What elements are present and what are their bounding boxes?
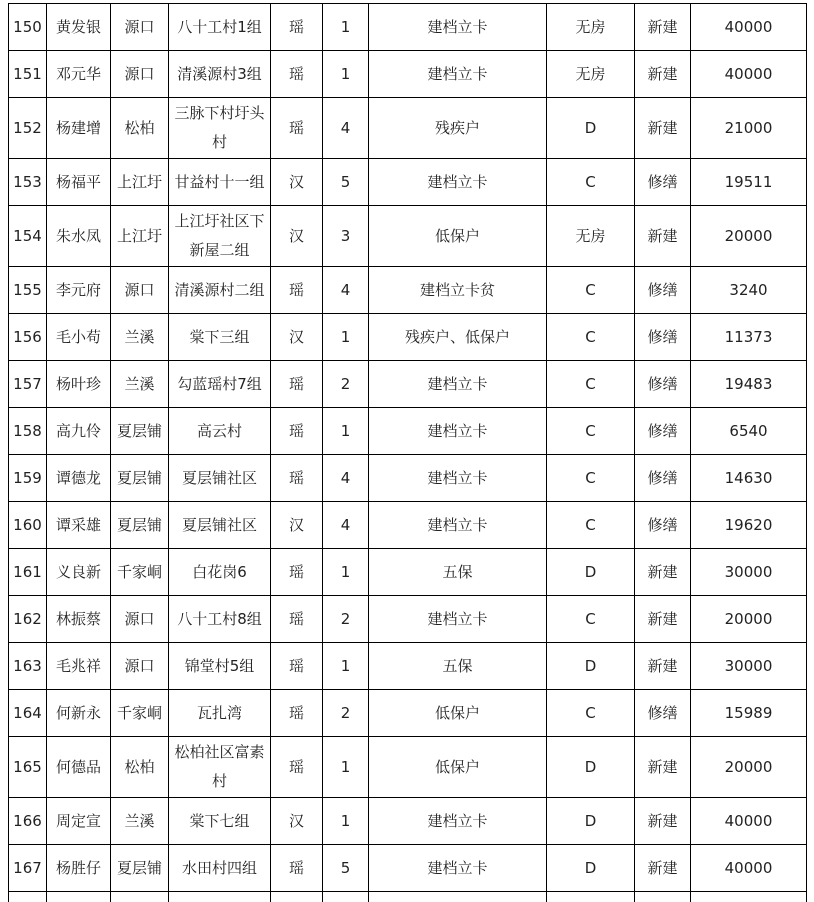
cell-village: 八十工村8组 bbox=[169, 596, 271, 643]
cell-name: 朱水凤 bbox=[47, 206, 111, 267]
cell-category: 残疾户 bbox=[369, 98, 547, 159]
cell-members: 1 bbox=[323, 314, 369, 361]
table-row bbox=[9, 361, 807, 408]
cell-ethnicity: 瑶 bbox=[271, 643, 323, 690]
cell-level: 无房 bbox=[547, 51, 635, 98]
cell-members: 5 bbox=[323, 159, 369, 206]
cell-category: 建档立卡贫 bbox=[369, 267, 547, 314]
cell-village: 棠下三组 bbox=[169, 314, 271, 361]
cell-ethnicity: 汉 bbox=[271, 206, 323, 267]
cell-village: 瓦扎湾 bbox=[169, 690, 271, 737]
cell-no: 151 bbox=[9, 51, 47, 98]
cell-amount: 20000 bbox=[691, 596, 807, 643]
cell-amount: 30000 bbox=[691, 643, 807, 690]
cell-no: 150 bbox=[9, 4, 47, 51]
cell-name: 周定宣 bbox=[47, 798, 111, 845]
empty-cell bbox=[47, 892, 111, 902]
cell-name: 杨建增 bbox=[47, 98, 111, 159]
cell-no: 161 bbox=[9, 549, 47, 596]
cell-name: 黄发银 bbox=[47, 4, 111, 51]
cell-no: 153 bbox=[9, 159, 47, 206]
cell-name: 义良新 bbox=[47, 549, 111, 596]
table-row bbox=[9, 98, 807, 159]
cell-ethnicity: 瑶 bbox=[271, 455, 323, 502]
empty-cell bbox=[547, 892, 635, 902]
cell-name: 邓元华 bbox=[47, 51, 111, 98]
cell-level: C bbox=[547, 314, 635, 361]
table-row bbox=[9, 408, 807, 455]
cell-category: 五保 bbox=[369, 643, 547, 690]
cell-type: 修缮 bbox=[635, 690, 691, 737]
cell-village: 八十工村1组 bbox=[169, 4, 271, 51]
empty-cell bbox=[691, 892, 807, 902]
cell-no: 163 bbox=[9, 643, 47, 690]
cell-members: 4 bbox=[323, 267, 369, 314]
cell-level: D bbox=[547, 737, 635, 798]
cell-amount: 40000 bbox=[691, 51, 807, 98]
cell-village: 夏层铺社区 bbox=[169, 502, 271, 549]
cell-type: 修缮 bbox=[635, 314, 691, 361]
cell-type: 新建 bbox=[635, 643, 691, 690]
cell-category: 低保户 bbox=[369, 737, 547, 798]
cell-no: 160 bbox=[9, 502, 47, 549]
empty-cell bbox=[323, 892, 369, 902]
cell-ethnicity: 汉 bbox=[271, 159, 323, 206]
cell-no: 164 bbox=[9, 690, 47, 737]
table-row bbox=[9, 159, 807, 206]
cell-members: 1 bbox=[323, 549, 369, 596]
cell-members: 4 bbox=[323, 502, 369, 549]
cell-no: 154 bbox=[9, 206, 47, 267]
cell-members: 1 bbox=[323, 51, 369, 98]
cell-no: 156 bbox=[9, 314, 47, 361]
cell-ethnicity: 汉 bbox=[271, 502, 323, 549]
cell-village: 夏层铺社区 bbox=[169, 455, 271, 502]
table-row bbox=[9, 643, 807, 690]
cell-level: C bbox=[547, 690, 635, 737]
cell-name: 杨胜仔 bbox=[47, 845, 111, 892]
cell-level: C bbox=[547, 502, 635, 549]
cell-town: 夏层铺 bbox=[111, 502, 169, 549]
cell-members: 1 bbox=[323, 643, 369, 690]
cell-members: 3 bbox=[323, 206, 369, 267]
cell-amount: 15989 bbox=[691, 690, 807, 737]
cell-category: 建档立卡 bbox=[369, 159, 547, 206]
cell-town: 源口 bbox=[111, 4, 169, 51]
cell-category: 建档立卡 bbox=[369, 502, 547, 549]
cell-ethnicity: 瑶 bbox=[271, 361, 323, 408]
cell-category: 建档立卡 bbox=[369, 845, 547, 892]
cell-name: 谭德龙 bbox=[47, 455, 111, 502]
cell-town: 源口 bbox=[111, 643, 169, 690]
cell-ethnicity: 瑶 bbox=[271, 51, 323, 98]
cell-no: 152 bbox=[9, 98, 47, 159]
cell-level: C bbox=[547, 596, 635, 643]
cell-level: 无房 bbox=[547, 4, 635, 51]
cell-name: 何德品 bbox=[47, 737, 111, 798]
cell-village: 锦堂村5组 bbox=[169, 643, 271, 690]
empty-cell bbox=[9, 892, 47, 902]
cell-amount: 20000 bbox=[691, 737, 807, 798]
cell-town: 源口 bbox=[111, 267, 169, 314]
cell-amount: 40000 bbox=[691, 4, 807, 51]
cell-no: 166 bbox=[9, 798, 47, 845]
cell-members: 4 bbox=[323, 455, 369, 502]
cell-no: 158 bbox=[9, 408, 47, 455]
empty-cell bbox=[169, 892, 271, 902]
cell-town: 兰溪 bbox=[111, 314, 169, 361]
table-row bbox=[9, 4, 807, 51]
table-row bbox=[9, 502, 807, 549]
cell-members: 1 bbox=[323, 4, 369, 51]
table-body bbox=[9, 4, 807, 902]
cell-members: 2 bbox=[323, 596, 369, 643]
cell-level: D bbox=[547, 98, 635, 159]
table-row bbox=[9, 51, 807, 98]
cell-no: 159 bbox=[9, 455, 47, 502]
cell-name: 杨叶珍 bbox=[47, 361, 111, 408]
cell-members: 4 bbox=[323, 98, 369, 159]
cell-level: C bbox=[547, 267, 635, 314]
empty-cell bbox=[635, 892, 691, 902]
cell-town: 夏层铺 bbox=[111, 455, 169, 502]
cell-village: 甘益村十一组 bbox=[169, 159, 271, 206]
cell-category: 低保户 bbox=[369, 690, 547, 737]
table-row bbox=[9, 267, 807, 314]
cell-category: 建档立卡 bbox=[369, 361, 547, 408]
household-table bbox=[8, 3, 807, 902]
cell-type: 新建 bbox=[635, 51, 691, 98]
cell-type: 新建 bbox=[635, 206, 691, 267]
cell-ethnicity: 瑶 bbox=[271, 408, 323, 455]
table-row bbox=[9, 737, 807, 798]
cell-category: 建档立卡 bbox=[369, 408, 547, 455]
cell-category: 建档立卡 bbox=[369, 798, 547, 845]
table-row bbox=[9, 206, 807, 267]
cell-ethnicity: 瑶 bbox=[271, 690, 323, 737]
cell-type: 新建 bbox=[635, 798, 691, 845]
cell-type: 新建 bbox=[635, 98, 691, 159]
cell-name: 谭采雄 bbox=[47, 502, 111, 549]
cell-name: 李元府 bbox=[47, 267, 111, 314]
cell-type: 修缮 bbox=[635, 408, 691, 455]
cell-amount: 30000 bbox=[691, 549, 807, 596]
cell-ethnicity: 汉 bbox=[271, 314, 323, 361]
cell-town: 夏层铺 bbox=[111, 845, 169, 892]
cell-name: 毛兆祥 bbox=[47, 643, 111, 690]
cell-name: 何新永 bbox=[47, 690, 111, 737]
cell-type: 新建 bbox=[635, 737, 691, 798]
cell-amount: 19620 bbox=[691, 502, 807, 549]
cell-town: 源口 bbox=[111, 596, 169, 643]
cell-category: 残疾户、低保户 bbox=[369, 314, 547, 361]
cell-name: 毛小苟 bbox=[47, 314, 111, 361]
cell-members: 1 bbox=[323, 737, 369, 798]
empty-cell bbox=[111, 892, 169, 902]
empty-cell bbox=[369, 892, 547, 902]
cell-amount: 21000 bbox=[691, 98, 807, 159]
cell-category: 建档立卡 bbox=[369, 455, 547, 502]
cell-category: 建档立卡 bbox=[369, 4, 547, 51]
cell-village: 棠下七组 bbox=[169, 798, 271, 845]
cell-amount: 6540 bbox=[691, 408, 807, 455]
table-row-cutoff bbox=[9, 892, 807, 902]
cell-level: D bbox=[547, 549, 635, 596]
cell-amount: 19483 bbox=[691, 361, 807, 408]
cell-members: 1 bbox=[323, 798, 369, 845]
cell-level: C bbox=[547, 159, 635, 206]
cell-type: 新建 bbox=[635, 549, 691, 596]
cell-category: 五保 bbox=[369, 549, 547, 596]
cell-ethnicity: 瑶 bbox=[271, 596, 323, 643]
cell-category: 低保户 bbox=[369, 206, 547, 267]
cell-category: 建档立卡 bbox=[369, 596, 547, 643]
cell-town: 松柏 bbox=[111, 98, 169, 159]
table-row bbox=[9, 596, 807, 643]
cell-village: 上江圩社区下新屋二组 bbox=[169, 206, 271, 267]
empty-cell bbox=[271, 892, 323, 902]
cell-town: 兰溪 bbox=[111, 361, 169, 408]
cell-ethnicity: 瑶 bbox=[271, 737, 323, 798]
cell-amount: 40000 bbox=[691, 845, 807, 892]
table-row bbox=[9, 690, 807, 737]
cell-level: C bbox=[547, 455, 635, 502]
cell-village: 三脉下村圩头村 bbox=[169, 98, 271, 159]
cell-level: C bbox=[547, 361, 635, 408]
cell-town: 上江圩 bbox=[111, 159, 169, 206]
cell-town: 松柏 bbox=[111, 737, 169, 798]
cell-ethnicity: 瑶 bbox=[271, 845, 323, 892]
cell-no: 165 bbox=[9, 737, 47, 798]
table-row bbox=[9, 798, 807, 845]
cell-ethnicity: 汉 bbox=[271, 798, 323, 845]
cell-members: 2 bbox=[323, 690, 369, 737]
table-row bbox=[9, 549, 807, 596]
cell-members: 1 bbox=[323, 408, 369, 455]
cell-type: 修缮 bbox=[635, 267, 691, 314]
cell-level: 无房 bbox=[547, 206, 635, 267]
cell-amount: 40000 bbox=[691, 798, 807, 845]
cell-level: D bbox=[547, 798, 635, 845]
cell-no: 155 bbox=[9, 267, 47, 314]
cell-type: 新建 bbox=[635, 4, 691, 51]
cell-members: 2 bbox=[323, 361, 369, 408]
cell-town: 千家峒 bbox=[111, 690, 169, 737]
cell-amount: 20000 bbox=[691, 206, 807, 267]
table-row bbox=[9, 314, 807, 361]
cell-level: D bbox=[547, 643, 635, 690]
cell-members: 5 bbox=[323, 845, 369, 892]
cell-type: 修缮 bbox=[635, 159, 691, 206]
cell-category: 建档立卡 bbox=[369, 51, 547, 98]
cell-no: 167 bbox=[9, 845, 47, 892]
cell-ethnicity: 瑶 bbox=[271, 98, 323, 159]
cell-no: 157 bbox=[9, 361, 47, 408]
cell-town: 源口 bbox=[111, 51, 169, 98]
cell-town: 上江圩 bbox=[111, 206, 169, 267]
cell-no: 162 bbox=[9, 596, 47, 643]
cell-type: 修缮 bbox=[635, 455, 691, 502]
cell-town: 千家峒 bbox=[111, 549, 169, 596]
cell-name: 杨福平 bbox=[47, 159, 111, 206]
cell-level: D bbox=[547, 845, 635, 892]
cell-ethnicity: 瑶 bbox=[271, 267, 323, 314]
cell-level: C bbox=[547, 408, 635, 455]
cell-village: 高云村 bbox=[169, 408, 271, 455]
cell-amount: 3240 bbox=[691, 267, 807, 314]
cell-village: 水田村四组 bbox=[169, 845, 271, 892]
cell-village: 白花岗6 bbox=[169, 549, 271, 596]
cell-village: 松柏社区富素村 bbox=[169, 737, 271, 798]
cell-amount: 19511 bbox=[691, 159, 807, 206]
cell-name: 林振蔡 bbox=[47, 596, 111, 643]
table-row bbox=[9, 845, 807, 892]
cell-amount: 11373 bbox=[691, 314, 807, 361]
cell-town: 兰溪 bbox=[111, 798, 169, 845]
cell-type: 修缮 bbox=[635, 502, 691, 549]
table-row bbox=[9, 455, 807, 502]
cell-ethnicity: 瑶 bbox=[271, 4, 323, 51]
cell-village: 清溪源村二组 bbox=[169, 267, 271, 314]
cell-amount: 14630 bbox=[691, 455, 807, 502]
cell-type: 新建 bbox=[635, 845, 691, 892]
cell-name: 高九伶 bbox=[47, 408, 111, 455]
cell-village: 勾蓝瑶村7组 bbox=[169, 361, 271, 408]
cell-town: 夏层铺 bbox=[111, 408, 169, 455]
cell-ethnicity: 瑶 bbox=[271, 549, 323, 596]
cell-type: 新建 bbox=[635, 596, 691, 643]
cell-type: 修缮 bbox=[635, 361, 691, 408]
cell-village: 清溪源村3组 bbox=[169, 51, 271, 98]
